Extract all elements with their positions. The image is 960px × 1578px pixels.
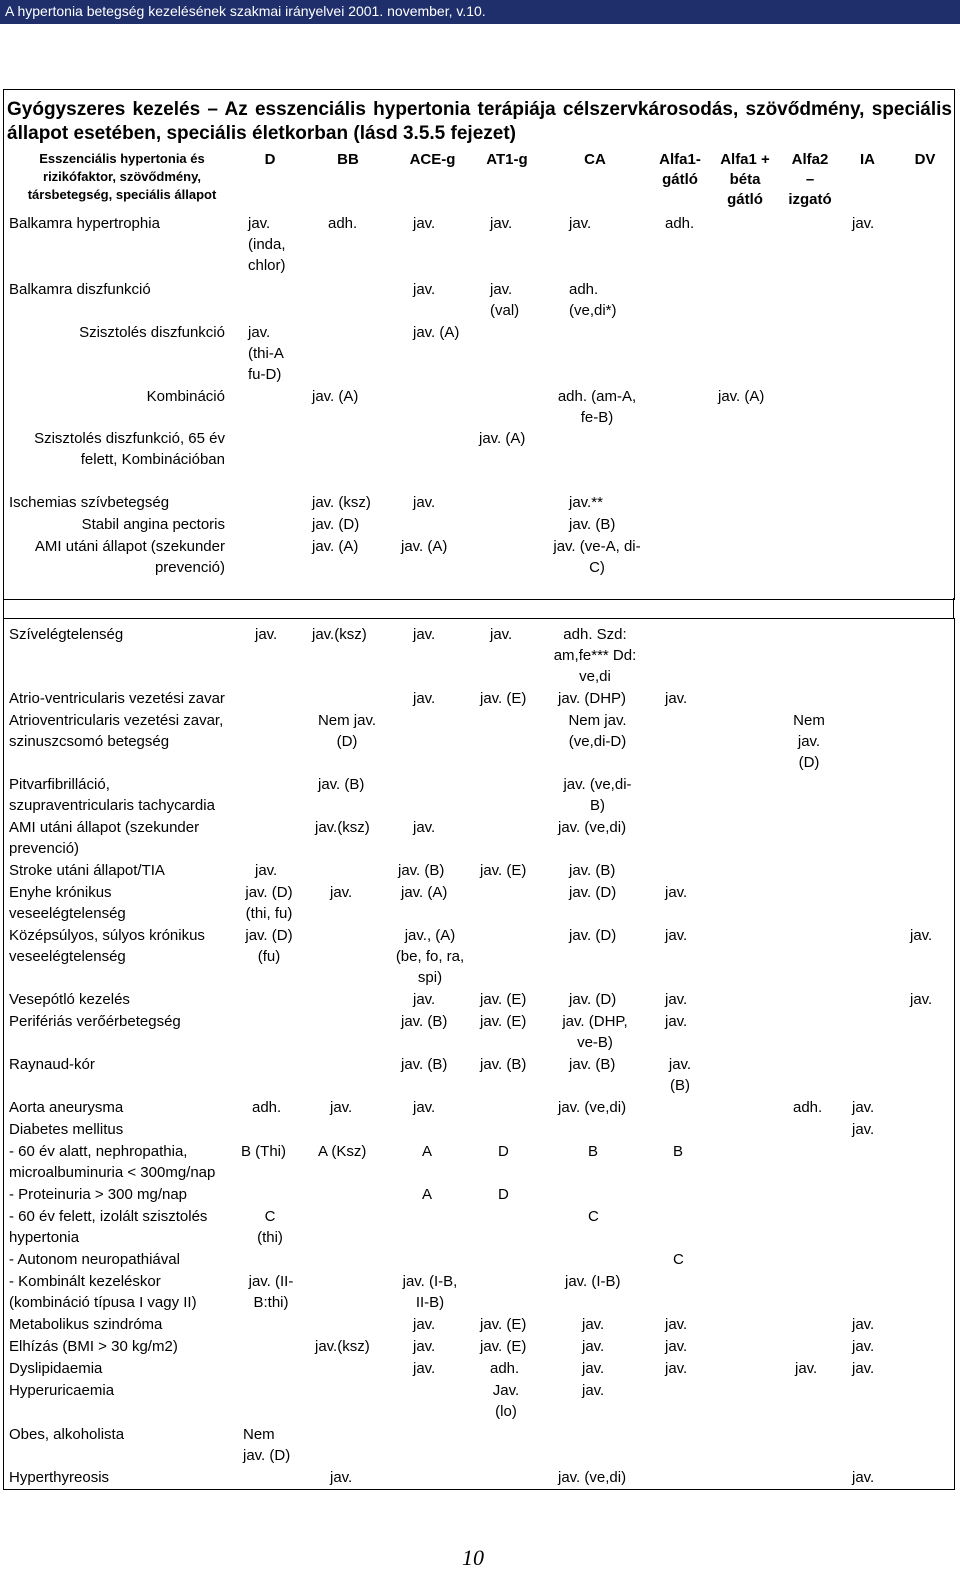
row-label: Stroke utáni állapot/TIA: [9, 862, 165, 879]
cell: jav. (E): [480, 991, 527, 1008]
row-label: Enyhe krónikus veseelégtelenség: [9, 884, 126, 922]
cell: jav. (D): [569, 991, 617, 1008]
row-label: - 60 év felett, izolált szisztolés hypertonia: [9, 1208, 208, 1246]
cell: jav.: [910, 927, 933, 944]
cell: jav. (B): [398, 862, 445, 879]
cell: jav. (B): [569, 862, 616, 879]
cell: jav. (D): [312, 516, 360, 533]
cell: C: [588, 1208, 599, 1225]
row-label: Középsúlyos, súlyos krónikus veseelégtelenség: [9, 927, 205, 965]
cell: jav. (B): [401, 1056, 448, 1073]
cell: jav.: [255, 626, 278, 643]
separator-left: [3, 598, 4, 618]
cell: jav.: [582, 1360, 605, 1377]
row-label: Raynaud-kór: [9, 1056, 95, 1073]
cell: jav.: [852, 1316, 875, 1333]
col-header-IA: IA: [860, 151, 875, 168]
cell: jav.: [330, 1469, 353, 1486]
row-label: - Proteinuria > 300 mg/nap: [9, 1186, 188, 1203]
cell: adh.: [665, 215, 695, 232]
row-label: - Autonom neuropathiával: [9, 1251, 180, 1268]
cell: adh.: [490, 1360, 520, 1377]
row-label: Atrioventricularis vezetési zavar, szinuszcsomó betegség: [9, 712, 224, 750]
col-header-alfa1: Alfa1-gátló: [659, 151, 701, 188]
cell: jav.: [852, 215, 875, 232]
cell: jav. (A): [413, 324, 460, 341]
row-label: Atrio-ventricularis vezetési zavar: [9, 690, 225, 707]
cell: jav. (E): [480, 1316, 527, 1333]
cell: jav.: [665, 1360, 688, 1377]
cell: jav.: [413, 215, 436, 232]
cell: jav.: [665, 884, 688, 901]
cell: jav. (ve,di): [558, 1099, 627, 1116]
col-header-alfa1-beta: Alfa1 + béta gátló: [720, 151, 770, 208]
row-label: - Kombinált kezeléskor (kombináció típusa I vagy II): [9, 1273, 197, 1311]
cell: jav.: [852, 1338, 875, 1355]
row-label: AMI utáni állapot (szekunder prevenció): [9, 819, 200, 857]
cell: jav.: [582, 1338, 605, 1355]
cell: B: [588, 1143, 599, 1160]
col-header-ACE-g: ACE-g: [409, 151, 456, 168]
cell: jav. (D) (fu): [245, 927, 293, 965]
document-header: [0, 0, 960, 24]
row-label: Kombináció: [146, 388, 225, 405]
cell: jav. (B): [668, 1056, 692, 1094]
cell: jav.**: [569, 494, 603, 511]
cell: jav. (E): [480, 862, 527, 879]
cell: jav. (thi-A fu-D): [248, 324, 284, 383]
row-label: Ischemias szívbetegség: [9, 494, 170, 511]
cell: Nem jav. (D): [793, 712, 825, 771]
col-header-CA: CA: [584, 151, 606, 168]
cell: adh.: [252, 1099, 282, 1116]
row-label: Szisztolés diszfunkció, 65 év felett, Kombinációban: [34, 430, 225, 468]
cell: Jav. (lo): [492, 1382, 520, 1420]
col-header-AT1-g: AT1-g: [486, 151, 528, 168]
cell: jav. (I-B, II-B): [402, 1273, 458, 1311]
cell: jav.: [582, 1316, 605, 1333]
cell: jav. (ve,di-B): [563, 776, 632, 814]
row-label: Stabil angina pectoris: [81, 516, 225, 533]
cell: jav.: [413, 281, 436, 298]
cell: adh.: [793, 1099, 823, 1116]
cell: jav.: [413, 1360, 436, 1377]
row-label: Aorta aneurysma: [9, 1099, 124, 1116]
cell: jav.: [413, 1316, 436, 1333]
header-text: A hypertonia betegség kezelésének szakmai irányelvei 2001. november, v.10.: [5, 3, 486, 19]
cell: jav.: [413, 626, 436, 643]
cell: jav.: [413, 690, 436, 707]
cell: jav. (A): [312, 388, 359, 405]
cell: Nem jav. (ve,di-D): [568, 712, 627, 750]
cell: jav.: [665, 1338, 688, 1355]
cell: jav. (ksz): [312, 494, 371, 511]
cell: jav.: [665, 690, 688, 707]
row-label: AMI utáni állapot (szekunder prevenció): [34, 538, 225, 576]
cell: jav. (B): [318, 776, 365, 793]
cell: jav. (inda, chlor): [248, 215, 286, 274]
cell: adh. (ve,di*): [569, 281, 617, 319]
separator-right: [953, 598, 954, 618]
cell: jav.: [582, 1382, 605, 1399]
first-column-header: Esszenciális hypertonia és rizikófaktor, szövődmény, társbetegség, speciális állapot: [27, 151, 217, 202]
col-header-alfa2: Alfa2 – izgató: [788, 151, 832, 208]
cell: D: [498, 1186, 509, 1203]
cell: B: [673, 1143, 684, 1160]
row-label: Perifériás verőérbetegség: [9, 1013, 181, 1030]
cell: jav.: [910, 991, 933, 1008]
cell: jav. (ve,di): [558, 819, 627, 836]
cell: jav. (I-B): [565, 1273, 621, 1290]
cell: jav.: [665, 1316, 688, 1333]
row-label: Pitvarfibrilláció, szupraventricularis tachycardia: [9, 776, 215, 814]
row-label: Szisztolés diszfunkció: [79, 324, 225, 341]
cell: jav. (E): [480, 690, 527, 707]
cell: A (Ksz): [318, 1143, 367, 1160]
col-header-D: D: [264, 151, 276, 168]
cell: jav., (A) (be, fo, ra, spi): [395, 927, 465, 986]
cell: jav.: [255, 862, 278, 879]
cell: B (Thi): [241, 1143, 286, 1160]
row-label: Vesepótló kezelés: [9, 991, 130, 1008]
row-label: Balkamra hypertrophia: [9, 215, 160, 232]
section-title: Gyógyszeres kezelés – Az esszenciális hypertonia terápiája célszervkárosodás, szövődmény, speciális állapot esetében, speciális életkorban (lásd 3.5.5 fejezet): [7, 99, 952, 144]
cell: Nem jav. (D): [317, 712, 377, 750]
row-label: Szívelégtelenség: [9, 626, 124, 643]
row-label: - 60 év alatt, nephropathia, microalbuminuria < 300mg/nap: [9, 1143, 216, 1181]
cell: jav. (A): [401, 538, 448, 555]
cell: jav.: [413, 819, 436, 836]
cell: jav. (ve,di): [558, 1469, 627, 1486]
cell: jav.: [413, 1338, 436, 1355]
cell: jav.: [665, 1013, 688, 1030]
row-label: Dyslipidaemia: [9, 1360, 103, 1377]
cell: jav. (D): [569, 884, 617, 901]
cell: adh. (am-A, fe-B): [557, 388, 637, 426]
cell: jav. (D): [569, 927, 617, 944]
col-header-DV: DV: [914, 151, 936, 168]
cell: jav.: [413, 494, 436, 511]
col-header-BB: BB: [337, 151, 359, 168]
row-label: Elhízás (BMI > 30 kg/m2): [9, 1338, 178, 1355]
cell: jav. (DHP): [558, 690, 627, 707]
cell: jav.: [490, 626, 513, 643]
cell: A: [422, 1186, 433, 1203]
cell: jav. (ve-A, di-C): [553, 538, 641, 576]
cell: jav.: [569, 215, 592, 232]
cell: jav. (B): [401, 1013, 448, 1030]
cell: adh.: [328, 215, 358, 232]
cell: jav. (A): [401, 884, 448, 901]
row-label: Obes, alkoholista: [9, 1426, 125, 1443]
cell: jav.: [330, 884, 353, 901]
cell: jav.: [413, 991, 436, 1008]
cell: adh. Szd: am,fe*** Dd: ve,di: [553, 626, 637, 685]
cell: jav.: [665, 991, 688, 1008]
cell: jav. (II-B:thi): [248, 1273, 294, 1311]
cell: Nem jav. (D): [243, 1426, 291, 1464]
cell: A: [422, 1143, 433, 1160]
cell: jav. (val): [490, 281, 520, 319]
cell: D: [498, 1143, 509, 1160]
cell: jav.(ksz): [312, 626, 367, 643]
row-label: Diabetes mellitus: [9, 1121, 124, 1138]
cell: jav. (B): [480, 1056, 527, 1073]
cell: jav.(ksz): [315, 1338, 370, 1355]
cell: jav.: [330, 1099, 353, 1116]
cell: jav.: [795, 1360, 818, 1377]
cell: jav.: [852, 1360, 875, 1377]
cell: jav. (E): [480, 1338, 527, 1355]
cell: jav.: [665, 927, 688, 944]
page-number: 10: [462, 1545, 484, 1570]
cell: jav. (B): [569, 1056, 616, 1073]
row-label: Metabolikus szindróma: [9, 1316, 163, 1333]
cell: jav. (B): [569, 516, 616, 533]
cell: jav. (DHP, ve-B): [562, 1013, 628, 1051]
cell: C (thi): [257, 1208, 283, 1246]
cell: jav. (A): [479, 430, 526, 447]
cell: jav.(ksz): [315, 819, 370, 836]
cell: jav.: [490, 215, 513, 232]
row-label: Hyperuricaemia: [9, 1382, 115, 1399]
row-label: Hyperthyreosis: [9, 1469, 110, 1486]
cell: jav. (D) (thi, fu): [245, 884, 293, 922]
row-label: Balkamra diszfunkció: [9, 281, 151, 298]
cell: jav.: [413, 1099, 436, 1116]
cell: C: [673, 1251, 684, 1268]
cell: jav.: [852, 1469, 875, 1486]
cell: jav. (A): [312, 538, 359, 555]
cell: jav.: [852, 1121, 875, 1138]
cell: jav. (E): [480, 1013, 527, 1030]
cell: jav.: [852, 1099, 875, 1116]
cell: jav. (A): [718, 388, 765, 405]
